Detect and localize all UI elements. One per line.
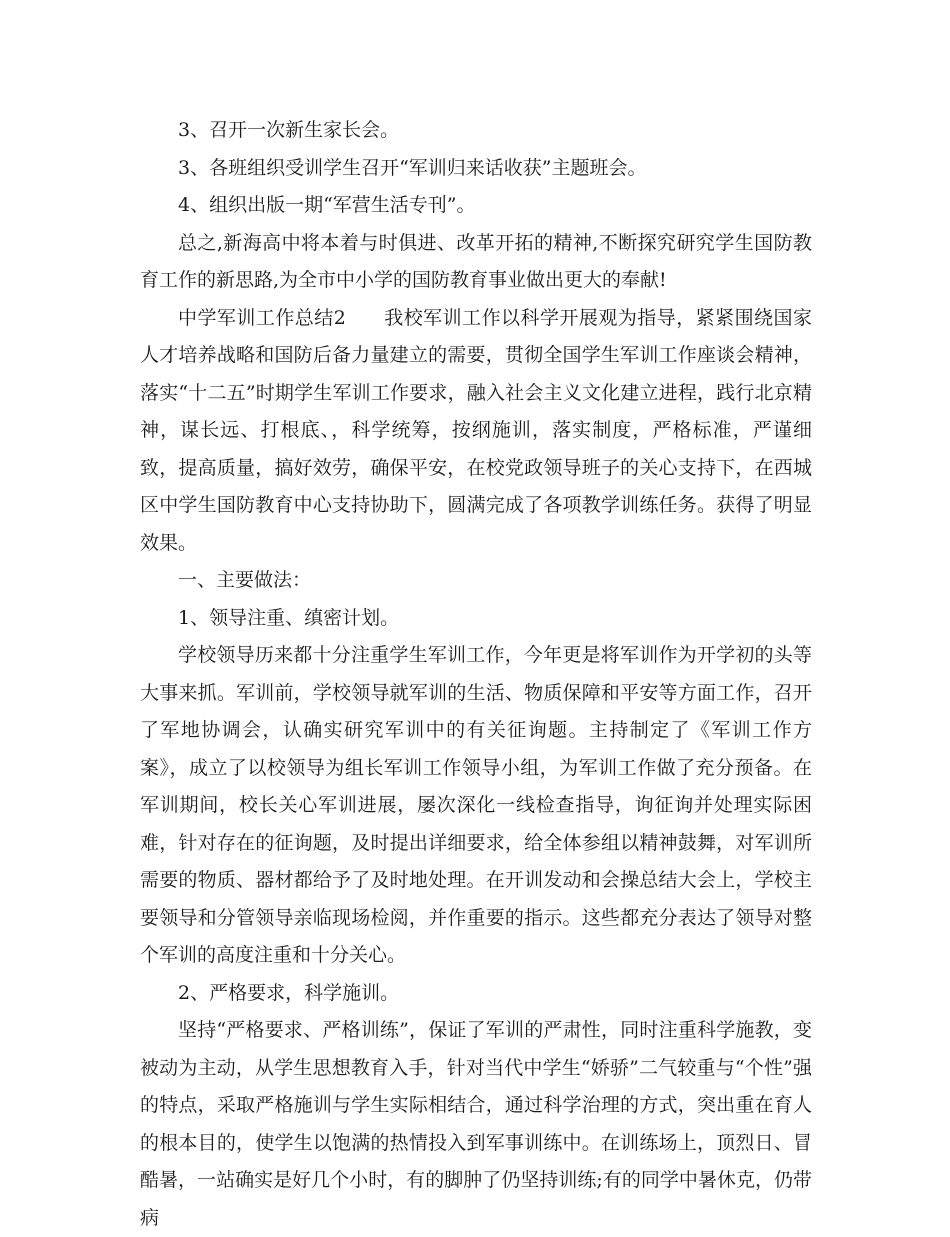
paragraph: 总之,新海高中将本着与时俱进、改革开拓的精神,不断探究研究学生国防教育工作的新思路,为全市中小学的国防教育事业做出更大的奉献!	[140, 231, 812, 291]
item-heading: 2、严格要求，科学施训。	[178, 981, 400, 1004]
section-subheading: 一、主要做法：	[178, 569, 312, 591]
paragraph: 坚持“严格要求、严格训练”，保证了军训的严肃性，同时注重科学施教，变被动为主动，从学生思想教育入手，针对当代中学生“娇骄”二气较重与“个性”强的特点，采取严格施训与学生实际相结合，通过科学治理的方式，突出重在育人的根本目的，使学生以饱满的热情投入到军事训练中。在训练场上，顶烈日、冒酷暑，一站确实是好几个小时，有的脚肿了仍坚持训练;有的同学中暑休克，仍带病	[140, 1019, 812, 1229]
section-body: 我校军训工作以科学开展观为指导，紧紧围绕国家人才培养战略和国防后备力量建立的需要，贯彻全国学生军训工作座谈会精神，落实“十二五”时期学生军训工作要求，融入社会主义文化建立进程，践行北京精神，谋长远、打根底、，科学统筹，按纲施训，落实制度，严格标准，严谨细致，提高质量，搞好效劳，确保平安，在校党政领导班子的关心支持下，在西城区中学生国防教育中心支持协助下，圆满完成了各项教学训练任务。获得了明显效果。	[140, 306, 812, 554]
paragraph: 3、各班组织受训学生召开“军训归来话收获”主题班会。	[178, 156, 647, 179]
paragraph: 4、组织出版一期“军营生活专刊”。	[178, 194, 476, 216]
item-heading: 1、领导注重、缜密计划。	[178, 606, 400, 629]
document-body	[140, 112, 812, 1237]
paragraph: 学校领导历来都十分注重学生军训工作，今年更是将军训作为开学初的头等大事来抓。军训前，学校领导就军训的生活、物质保障和平安等方面工作，召开了军地协调会，认确实研究军训中的有关征询题。主持制定了《军训工作方案》，成立了以校领导为组长军训工作领导小组，为军训工作做了充分预备。在军训期间，校长关心军训进展，屡次深化一线检查指导，询征询并处理实际困难，针对存在的征询题，及时提出详细要求，给全体参组以精神鼓舞，对军训所需要的物质、器材都给予了及时地处理。在开训发动和会操总结大会上，学校主要领导和分管领导亲临现场检阅，并作重要的指示。这些都充分表达了领导对整个军训的高度注重和十分关心。	[140, 644, 812, 966]
section-paragraph	[140, 300, 812, 563]
paragraph: 3、召开一次新生家长会。	[178, 119, 400, 141]
section-heading: 中学军训工作总结2	[178, 306, 346, 329]
